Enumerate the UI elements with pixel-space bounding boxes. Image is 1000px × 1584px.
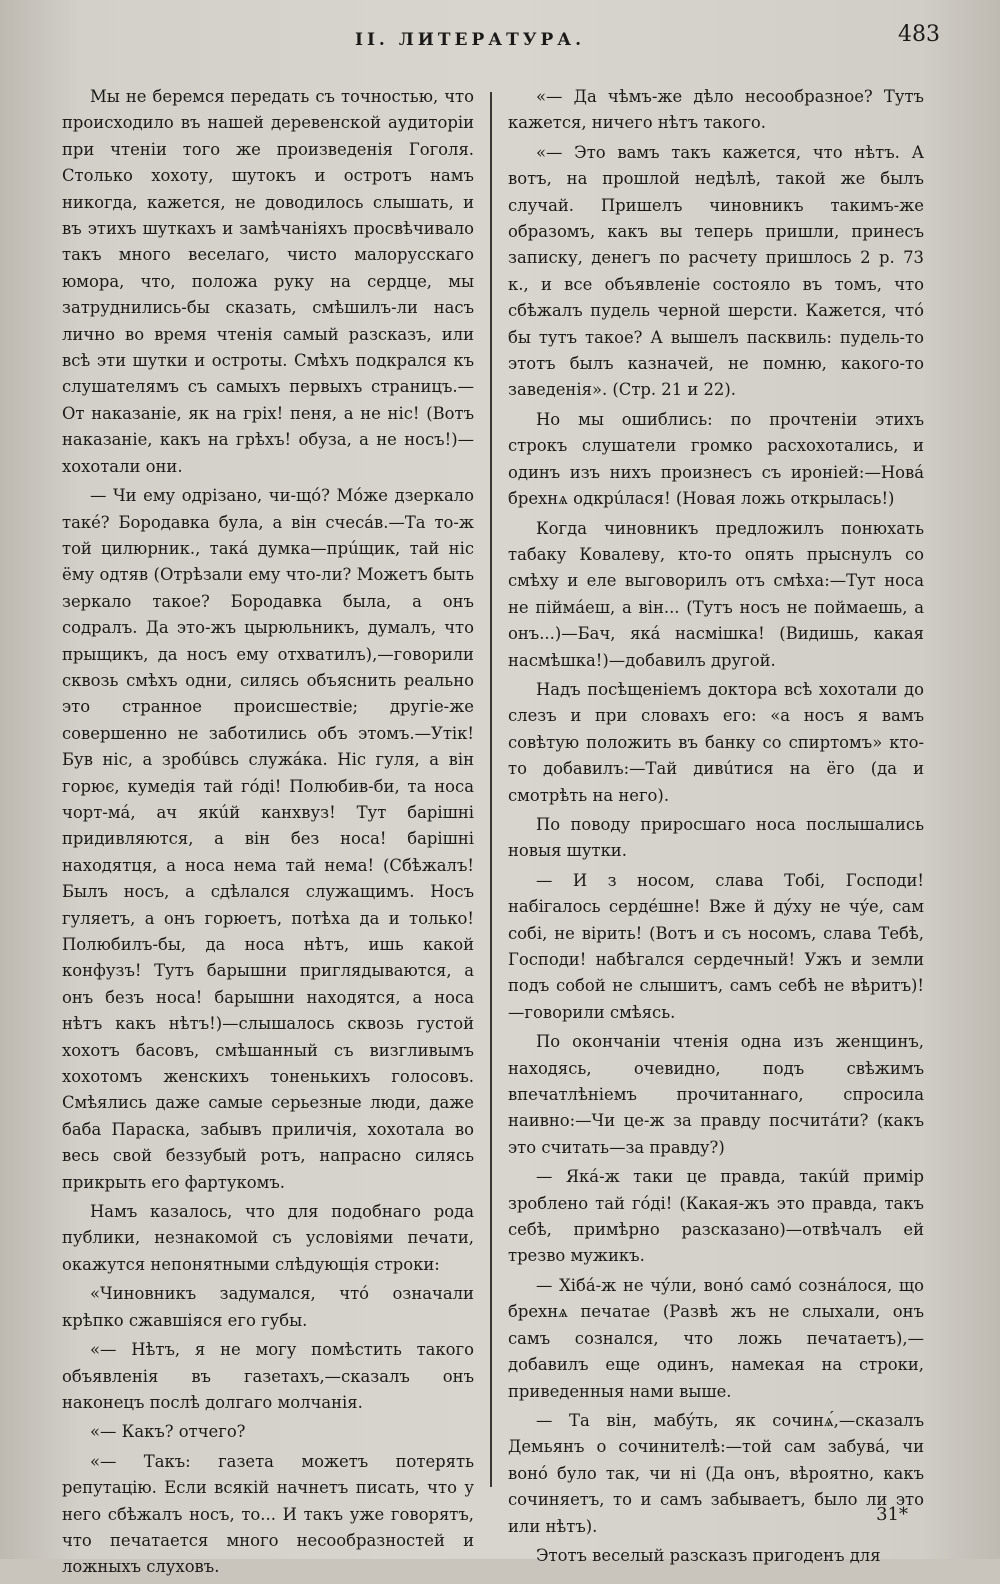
signature-mark: 31*	[876, 1504, 908, 1525]
paragraph: «Чиновникъ задумался, чтó означали крѣпко сжавшiяся его губы.	[62, 1284, 474, 1330]
paragraph: — И з носом, слава Тобi, Господи! набiгалось сердéшне! Вже й дýху не чýе, сам собi, не вiрить! (Вотъ и съ носомъ, слава Тебѣ, Господи! набѣгался сердечный! Ужъ и земли подъ собой не слышитъ, самъ себѣ не вѣритъ)!—говорили смѣясь.	[508, 870, 924, 1022]
right-column	[508, 84, 924, 1572]
paragraph: «— Это вамъ такъ кажется, что нѣтъ. А вотъ, на прошлой недѣлѣ, такой же былъ случай. Пришелъ чиновникъ такимъ-же образомъ, какъ вы теперь пришли, принесъ записку, денегъ по расчету пришлось 2 р. 73 к., и все объявленiе состояло въ томъ, что сбѣжалъ пудель черной шерсти. Кажется, чтó бы тутъ такое? А вышелъ пасквиль: пудель-то этотъ былъ казначей, не помню, какого-то заведенiя». (Стр. 21 и 22).	[508, 142, 924, 400]
left-column	[62, 84, 474, 1584]
paragraph: «— Такъ: газета можетъ потерять репутацiю. Если всякiй начнетъ писать, что у него сбѣжалъ носъ, то... И такъ уже говорятъ, что печатается много несообразностей и ложныхъ слуховъ.	[62, 1451, 474, 1577]
paragraph: Надъ посѣщенiемъ доктора всѣ хохотали до слезъ и при словахъ его: «а носъ я вамъ совѣтую положить въ банку со спиртомъ» кто-то добавилъ:—Тай дивúтися на ёго (да и смотрѣть на него).	[508, 679, 924, 805]
paragraph: По поводу приросшаго носа послышались новыя шутки.	[508, 814, 924, 861]
paragraph: — Чи ему одрiзано, чи-щó? Мóже дзеркало такé? Бородавка була, а вiн счесáв.—Та то-ж той цилюрник., такá думка—прúщик, тай нiс ёму одтяв (Отрѣзали ему что-ли? Можетъ быть зеркало такое? Бородавка была, а онъ содралъ. Да это-жъ цырюльникъ, думалъ, что прыщикъ, да носъ ему отхватилъ),—говорили сквозь смѣхъ одни, силясь объяснить реально это странное происшествiе; другiе-же совершенно не заботились объ этомъ.—Утiк! Був нiс, а зробúвсь служáка. Нiс гуля, а вiн горює, кумедiя тай гóдi! Полюбив-би, та носа чорт-мá, ач якúй канхвуз! Тут барiшнi придивляются, а вiн без носа! барiшнi находятця, а носа нема тай нема! (Сбѣжалъ! Былъ носъ, а сдѣлался служащимъ. Носъ гуляетъ, а онъ горюетъ, потѣха да и только! Полюбилъ-бы, да носа нѣтъ, ишь какой конфузъ! Тутъ барышни приглядываются, а онъ безъ носа! барышни находятся, а носа нѣтъ какъ нѣтъ!)—слышалось сквозь густой хохотъ басовъ, смѣшанный съ визгливымъ хохотомъ женскихъ тоненькихъ голосовъ. Смѣялись даже самые серьезные люди, даже баба Параска, забывъ приличiя, хохотала во весь свой беззубый ротъ, напрасно силясь прикрыть его фартукомъ.	[62, 486, 474, 1192]
paragraph: «— Какъ? отчего?	[90, 1422, 246, 1442]
paragraph: «— Да чѣмъ-же дѣло несообразное? Тутъ кажется, ничего нѣтъ такого.	[508, 87, 924, 133]
page-number: 483	[898, 22, 940, 47]
paragraph: — Якá-ж таки це правда, такúй примiр зроблено тай гóдi! (Какая-жъ это правда, такъ себѣ, примѣрно разсказано)—отвѣчалъ ей трезво мужикъ.	[508, 1167, 924, 1266]
paragraph: — Хiбá-ж не чýли, вонó самó сознáлося, що брехнѧ печатае (Развѣ жъ не слыхали, онъ самъ сознался, что ложь печатаетъ),—добавилъ еще одинъ, намекая на строки, приведенныя нами выше.	[508, 1275, 924, 1401]
paragraph: Намъ казалось, что для подобнаго рода публики, незнакомой съ условiями печати, окажутся непонятными слѣдующiя строки:	[62, 1202, 474, 1274]
running-header	[60, 22, 940, 62]
paragraph: «— Нѣтъ, я не могу помѣстить такого объявленiя въ газетахъ,—сказалъ онъ наконецъ послѣ долгаго молчанiя.	[62, 1340, 474, 1412]
paragraph: — Та вiн, мабýть, як сочинѧ́,—сказалъ Демьянъ о сочинителѣ:—той сам забувá, чи вонó було так, чи нi (Да онъ, вѣроятно, какъ сочиняетъ, то и самъ забываетъ, было ли это или нѣтъ).	[508, 1410, 924, 1536]
section-title: II. ЛИТЕРАТУРА.	[355, 30, 586, 50]
paragraph: По окончанiи чтенiя одна изъ женщинъ, находясь, очевидно, подъ свѣжимъ впечатлѣнiемъ прочитаннаго, спросила наивно:—Чи це-ж за правду посчитáти? (какъ это считать—за правду?)	[508, 1032, 924, 1157]
paragraph: Когда чиновникъ предложилъ понюхать табаку Ковалеву, кто-то опять прыснулъ со смѣху и еле выговорилъ отъ смѣха:—Тут носа не пiймáеш, а вiн... (Тутъ носъ не поймаешь, а онъ...)—Бач, якá насмiшка! (Видишь, какая насмѣшка!)—добавилъ другой.	[508, 518, 924, 670]
column-divider	[490, 92, 492, 1487]
paragraph: Мы не беремся передать съ точностью, что происходило въ нашей деревенской аудиторіи при чтеніи того же произведенія Гоголя. Столько хохоту, шутокъ и остротъ намъ никогда, кажется, не доводилось слышать, и въ этихъ шуткахъ и замѣчаніяхъ просвѣчивало такъ много веселаго, чисто малорусскаго юмора, что, положа руку на сердце, мы затруднились-бы сказать, смѣшилъ-ли насъ лично во время чтенія самый разсказъ, или всѣ эти шутки и остроты. Смѣхъ подкрался къ слушателямъ съ самыхъ первыхъ страницъ.—От наказанiе, як на грiх! пеня, а не нiс! (Вотъ наказанiе, какъ на грѣхъ! обуза, а не носъ!)—хохотали они.	[62, 87, 474, 476]
paragraph: Этотъ веселый разсказъ пригоденъ для	[536, 1545, 881, 1565]
paragraph: Но мы ошиблись: по прочтенiи этихъ строкъ слушатели громко расхохотались, и одинъ изъ нихъ произнесъ съ иронiей:—Новá брехнѧ одкрúлася! (Новая ложь открылась!)	[508, 409, 924, 509]
